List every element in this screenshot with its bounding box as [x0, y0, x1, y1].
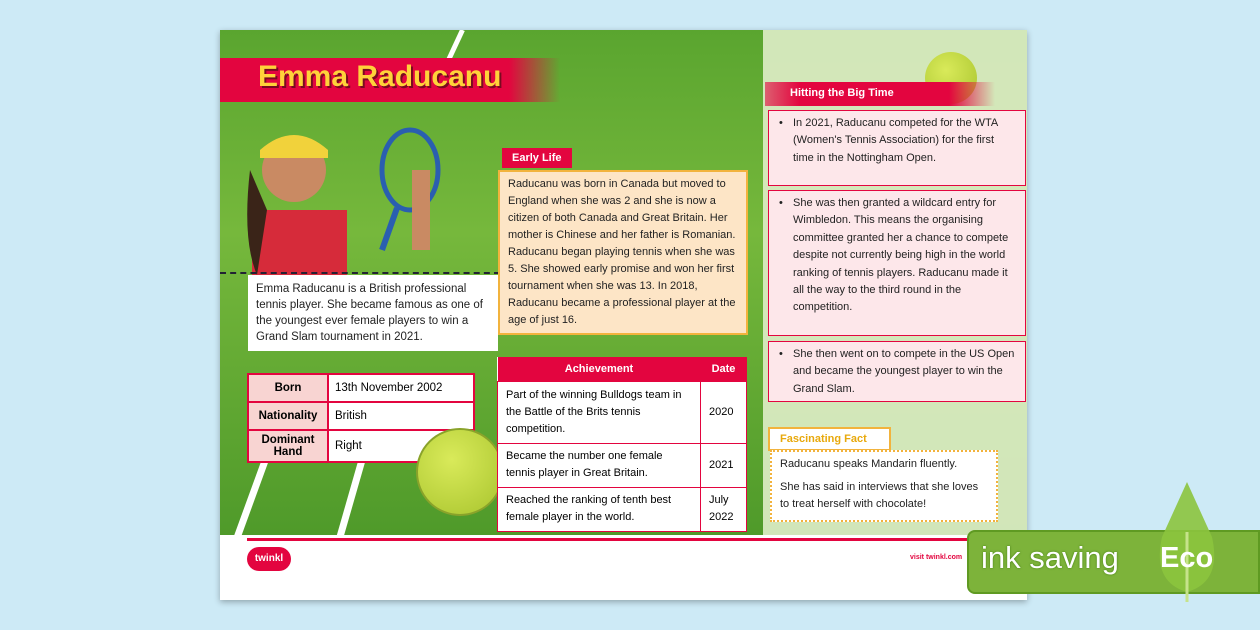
footer-divider — [247, 538, 1027, 541]
date-cell: 2021 — [701, 443, 747, 487]
row-value: Right — [328, 430, 474, 462]
achievements-table — [497, 357, 747, 532]
row-label: Born — [248, 374, 328, 402]
header-row — [498, 357, 747, 381]
table-row — [498, 443, 747, 487]
early-life-text: Raducanu was born in Canada but moved to England when she was 2 and she is now a citizen of both Canada and Great Britain. Her mother is Chinese and her father is Romanian. Raducanu began playing tennis when she was 5. She showed early promise and won her first tournament when she was 13. In 2018, Raducanu became a professional player at the age of just 16. — [498, 170, 748, 335]
eco-label: Eco — [1160, 542, 1214, 574]
list-item: • She then went on to compete in the US Open and became the youngest player to win the Grand Slam. — [768, 341, 1026, 402]
date-cell: 2020 — [701, 381, 747, 443]
player-illustration — [232, 100, 452, 280]
row-label: Dominant Hand — [248, 430, 328, 462]
twinkl-logo[interactable]: twinkl — [247, 547, 291, 571]
big-time-heading: Hitting the Big Time — [765, 82, 995, 106]
divider — [220, 272, 500, 274]
column-header: Date — [701, 357, 747, 381]
achievement-cell: Part of the winning Bulldogs team in the Battle of the Brits tennis competition. — [498, 381, 701, 443]
achievement-cell: Reached the ranking of tenth best female player in the world. — [498, 487, 701, 531]
achievement-cell: Became the number one female tennis player in Great Britain. — [498, 443, 701, 487]
list-item: • She was then granted a wildcard entry for Wimbledon. This means the organising committee granted her a chance to compete despite not currently being high in the world ranking of tennis players. Raducanu made it all the way to the third round in the competition. — [768, 190, 1026, 336]
table-row — [248, 402, 474, 430]
fascinating-fact-heading: Fascinating Fact — [768, 427, 891, 451]
fact-line: She has said in interviews that she loves to treat herself with chocolate! — [780, 481, 979, 510]
table-row — [248, 374, 474, 402]
tennis-ball-icon — [416, 428, 504, 516]
row-label: Nationality — [248, 402, 328, 430]
table-row — [498, 381, 747, 443]
visit-link[interactable]: visit twinkl.com — [910, 554, 963, 561]
fact-line: Raducanu speaks Mandarin fluently. — [780, 458, 958, 470]
page-title: Emma Raducanu — [258, 60, 502, 93]
early-life-heading: Early Life — [502, 148, 572, 168]
badge-text: ink saving — [981, 540, 1119, 575]
date-cell: July 2022 — [701, 487, 747, 531]
fascinating-fact-text — [770, 450, 998, 522]
title-banner — [220, 58, 560, 102]
intro-text: Emma Raducanu is a British professional tennis player. She became famous as one of the youngest ever female players to win a Grand Slam tournament in 2021. — [248, 275, 498, 351]
list-item: • In 2021, Raducanu competed for the WTA (Women's Tennis Association) for the first time in the Nottingham Open. — [768, 110, 1026, 186]
row-value: 13th November 2002 — [328, 374, 474, 402]
table-row — [498, 487, 747, 531]
column-header: Achievement — [498, 357, 701, 381]
resource-preview — [220, 30, 1027, 600]
row-value: British — [328, 402, 474, 430]
